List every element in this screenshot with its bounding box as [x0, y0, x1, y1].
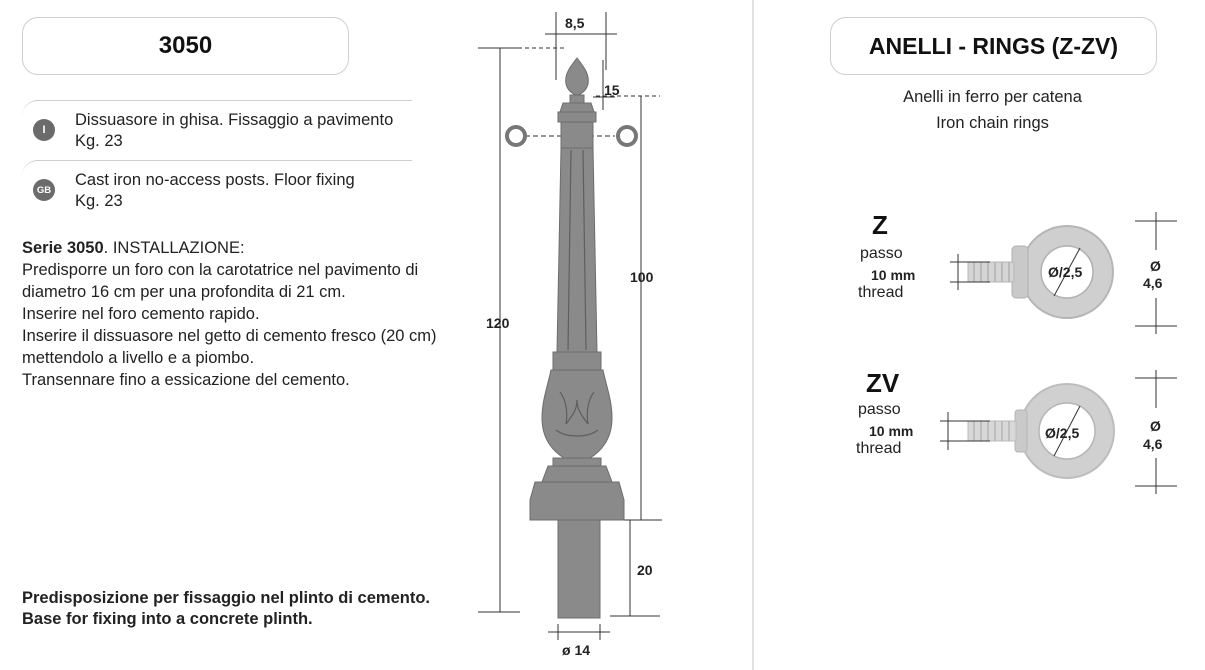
ring-z-thread: thread — [858, 284, 904, 301]
ring-z-inner-diameter: Ø/2,5 — [1048, 264, 1083, 280]
description-english-text: Cast iron no-access posts. Floor fixing Kg. 23 — [75, 171, 355, 210]
installation-heading: Serie 3050. INSTALLAZIONE: — [22, 239, 245, 257]
fixing-note: Predisposizione per fissaggio nel plinto di cemento. Base for fixing into a concrete plinth. — [22, 589, 430, 628]
product-code-text: 3050 — [158, 32, 213, 59]
ring-z-size: 10 mm — [871, 267, 916, 283]
ring-zv-outer-symbol: Ø — [1150, 418, 1161, 434]
ring-zv-outer-diameter: 4,6 — [1143, 436, 1163, 452]
rings-subtitle-it: Anelli in ferro per catena — [903, 88, 1082, 106]
english-flag-icon: GB — [33, 179, 55, 201]
installation-line: Transennare fino a essicazione del cemento. — [22, 371, 350, 389]
dimension-total: 120 — [486, 315, 510, 331]
dimension-base: 20 — [637, 562, 653, 578]
installation-line: Predisporre un foro con la carotatrice nel pavimento di — [22, 261, 419, 279]
installation-line: diametro 16 cm per una profondita di 21 cm. — [22, 283, 346, 301]
italian-flag-icon: I — [33, 119, 55, 141]
ring-zv-size: 10 mm — [869, 423, 914, 439]
ring-z-outer-diameter: 4,6 — [1143, 275, 1163, 291]
rings-title-text: ANELLI - RINGS (Z-ZV) — [868, 32, 1119, 59]
installation-line: Inserire il dissuasore nel getto di cemento fresco (20 cm) — [22, 327, 437, 345]
installation-line: Inserire nel foro cemento rapido. — [22, 305, 260, 323]
dimension-tip: 15 — [604, 82, 620, 98]
ring-z-letter: Z — [872, 210, 888, 240]
ring-zv-thread: thread — [856, 440, 902, 457]
dimension-diameter: ø 14 — [562, 642, 591, 658]
description-italian-text: Dissuasore in ghisa. Fissaggio a pavimento Kg. 23 — [75, 111, 394, 150]
ring-z-outer-symbol: Ø — [1150, 258, 1161, 274]
ring-zv-inner-diameter: Ø/2,5 — [1045, 425, 1080, 441]
installation-line: mettendolo a livello e a piombo. — [22, 349, 255, 367]
ring-z-passo: passo — [860, 245, 903, 262]
dimension-body: 100 — [630, 269, 654, 285]
ring-zv-passo: passo — [858, 401, 901, 418]
ring-zv-letter: ZV — [866, 368, 900, 398]
rings-subtitle-en: Iron chain rings — [936, 114, 1049, 132]
dimension-top-width: 8,5 — [565, 15, 585, 31]
